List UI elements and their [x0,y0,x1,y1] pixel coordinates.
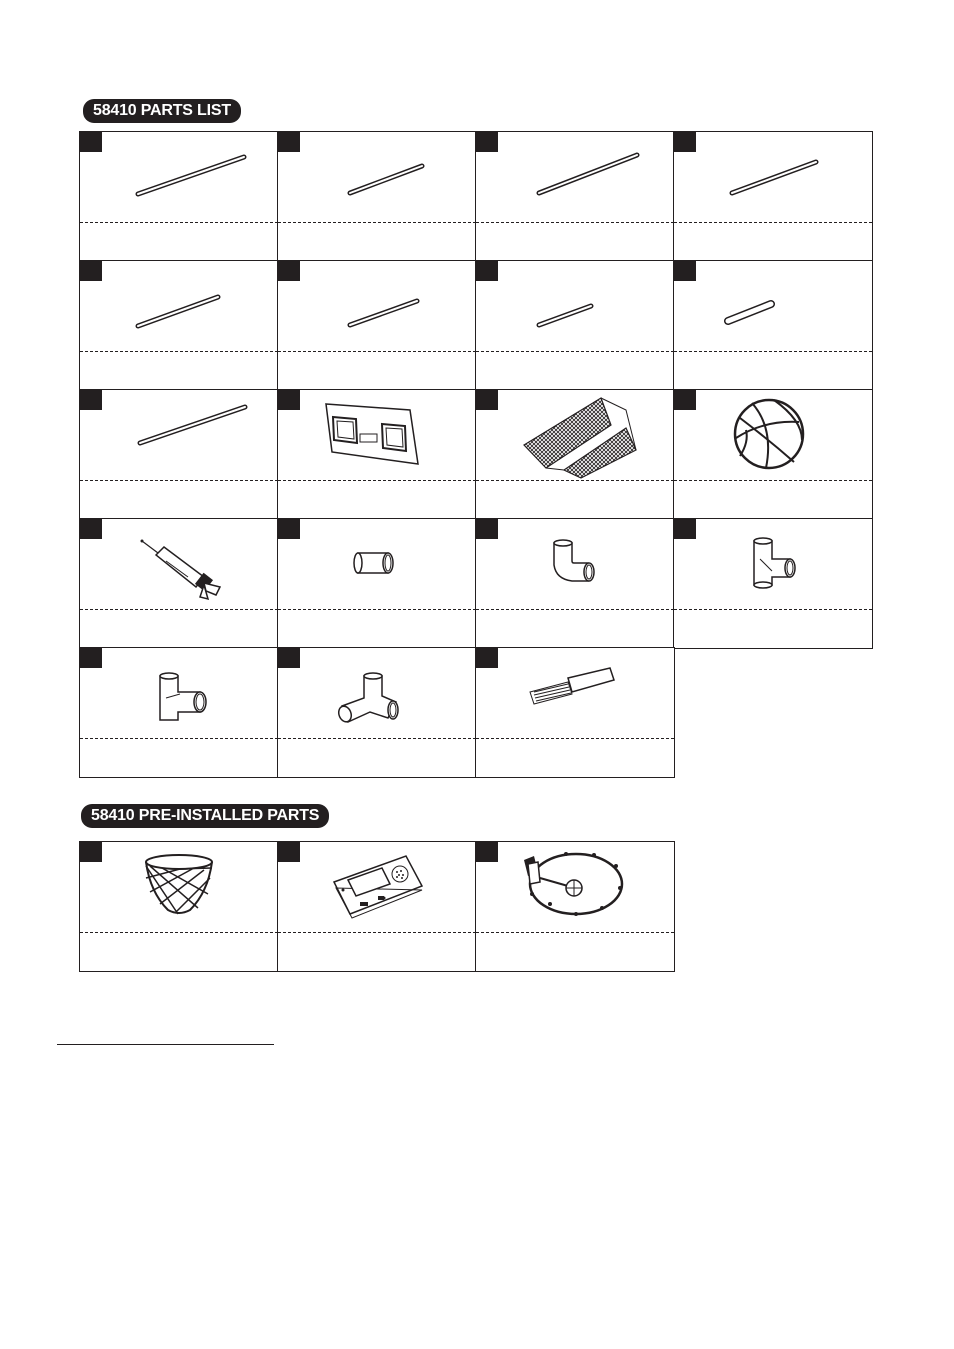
part-divider [278,932,476,933]
pre-installed-cell-2 [277,841,477,972]
part-cell-5 [79,260,279,391]
three-way-connector-icon [278,648,478,740]
part-cell-17 [79,647,279,778]
part-cell-18 [277,647,477,778]
pre-installed-title: 58410 PRE-INSTALLED PARTS [81,804,329,828]
hoop-rim-sensor-icon [476,842,676,934]
part-divider [476,738,674,739]
part-divider [80,480,278,481]
part-cell-10 [277,389,477,520]
part-divider [80,738,278,739]
medium-pole-icon [674,132,874,224]
part-divider [674,609,872,610]
ramp-net-icon [476,390,676,482]
medium-pole-icon [278,261,478,353]
part-divider [674,480,872,481]
basketball-net-icon [80,842,280,934]
part-divider [476,222,674,223]
part-divider [476,351,674,352]
part-cell-11 [475,389,675,520]
elbow-connector-icon [476,519,676,611]
part-divider [80,609,278,610]
part-divider [278,222,476,223]
part-cell-13 [79,518,279,649]
tee-connector-icon [674,519,874,611]
part-divider [278,609,476,610]
part-cell-19 [475,647,675,778]
part-cell-9 [79,389,279,520]
part-cell-4 [673,131,873,262]
long-pole-icon [80,390,280,482]
parts-list-title: 58410 PARTS LIST [83,99,241,123]
part-cell-3 [475,131,675,262]
part-cell-15 [475,518,675,649]
part-divider [80,222,278,223]
pre-installed-cell-3 [475,841,675,972]
tee-connector-icon [80,648,280,740]
medium-pole-icon [278,132,478,224]
pre-installed-cell-1 [79,841,279,972]
air-pump-icon [80,519,280,611]
part-divider [278,738,476,739]
long-pole-icon [80,132,280,224]
backboard-panel-icon [278,390,478,482]
part-cell-1 [79,131,279,262]
part-cell-14 [277,518,477,649]
short-pole-icon [476,261,676,353]
medium-pole-icon [80,261,280,353]
part-cell-12 [673,389,873,520]
part-cell-7 [475,260,675,391]
basketball-icon [674,390,874,482]
straight-connector-icon [278,519,478,611]
needle-icon [476,648,676,740]
footer-rule [57,1044,274,1045]
part-cell-16 [673,518,873,649]
long-pole-icon [476,132,676,224]
part-divider [674,222,872,223]
part-divider [674,351,872,352]
part-cell-2 [277,131,477,262]
part-divider [80,351,278,352]
part-divider [476,480,674,481]
part-divider [278,480,476,481]
part-divider [80,932,278,933]
short-thick-tube-icon [674,261,874,353]
part-divider [476,609,674,610]
part-cell-6 [277,260,477,391]
part-divider [476,932,674,933]
part-divider [278,351,476,352]
part-cell-8 [673,260,873,391]
scoreboard-module-icon [278,842,478,934]
